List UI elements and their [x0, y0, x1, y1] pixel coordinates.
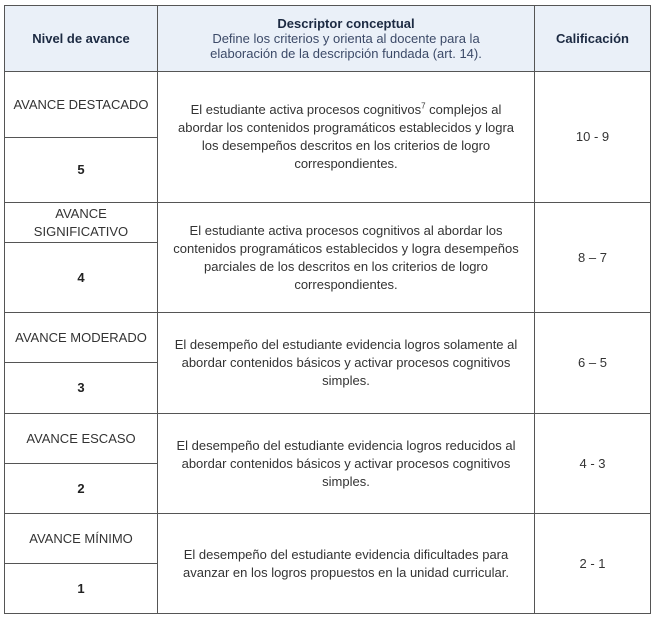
level-number: 1 [5, 564, 158, 614]
level-number: 3 [5, 363, 158, 414]
level-name: AVANCE DESTACADO [13, 96, 149, 112]
evaluation-scale-table [4, 5, 651, 614]
table-row [5, 203, 651, 243]
header-level: Nivel de avance [5, 6, 158, 72]
level-name-cell [5, 203, 158, 243]
descriptor-cell: El desempeño del estudiante evidencia logros reducidos al abordar contenidos básicos y activar procesos cognitivos simples. [158, 414, 535, 514]
header-row [5, 6, 651, 72]
table-row [5, 313, 651, 363]
level-number: 4 [5, 243, 158, 313]
grade-cell: 8 – 7 [535, 203, 651, 313]
header-descriptor-subtitle-line-2: elaboración de la descripción fundada (art. 14). [210, 46, 482, 61]
grade-cell: 2 - 1 [535, 514, 651, 614]
grade-cell: 4 - 3 [535, 414, 651, 514]
header-descriptor [158, 6, 535, 72]
level-name: AVANCE MÍNIMO [5, 514, 158, 564]
descriptor-cell: El desempeño del estudiante evidencia dificultades para avanzar en los logros propuestos en la unidad curricular. [158, 514, 535, 614]
level-number: 2 [5, 464, 158, 514]
level-name-line-1: AVANCE [55, 205, 107, 221]
descriptor-cell [158, 72, 535, 203]
level-name: AVANCE MODERADO [5, 313, 158, 363]
level-name-cell [5, 72, 158, 138]
level-number: 5 [5, 138, 158, 203]
header-grade: Calificación [535, 6, 651, 72]
table-row [5, 514, 651, 564]
descriptor-text-continued: complejos al abordar los contenidos programáticos establecidos y logra los desempeños descritos en los criterios de logro correspondientes. [177, 102, 515, 171]
descriptor-cell: El desempeño del estudiante evidencia logros solamente al abordar contenidos básicos y activar procesos cognitivos simples. [158, 313, 535, 414]
descriptor-cell: El estudiante activa procesos cognitivos al abordar los contenidos programáticos establecidos y logra desempeños parciales de los descritos en los criterios de logro correspondientes. [158, 203, 535, 313]
level-name: AVANCE ESCASO [5, 414, 158, 464]
header-descriptor-subtitle-line-1: Define los criterios y orienta al docente para la [212, 31, 480, 46]
level-name-line-2: SIGNIFICATIVO [33, 223, 129, 239]
header-descriptor-title: Descriptor conceptual [277, 16, 415, 31]
footnote-marker: 7 [421, 101, 426, 111]
descriptor-text: El estudiante activa procesos cognitivos [190, 102, 422, 117]
grade-cell: 6 – 5 [535, 313, 651, 414]
table-row [5, 72, 651, 138]
grade-cell: 10 - 9 [535, 72, 651, 203]
table-row [5, 414, 651, 464]
